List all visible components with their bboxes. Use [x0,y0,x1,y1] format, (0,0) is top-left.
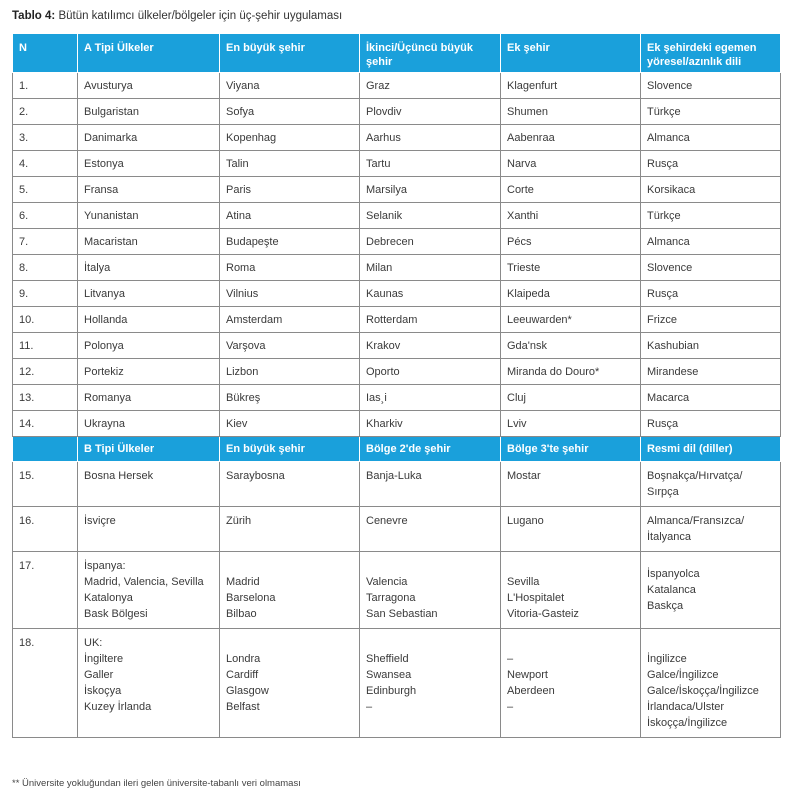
row-number: 2. [13,99,78,125]
table-row [13,229,781,255]
table-row [13,255,781,281]
table-row [13,281,781,307]
table-row [13,359,781,385]
second-city-cell: Krakov [360,333,501,359]
col-header-region2-city: Bölge 2'de şehir [360,437,501,462]
country-cell: Litvanya [78,281,220,307]
largest-city-cell: Saraybosna [220,462,360,507]
col-header-official-language: Resmi dil (diller) [641,437,781,462]
language-cell [641,552,781,629]
city-line: Newport [507,669,548,681]
table-row [13,507,781,552]
row-number: 10. [13,307,78,333]
header-row-type-a [13,34,781,73]
language-cell: Macarca [641,385,781,411]
col-header-region3-city: Bölge 3'te şehir [501,437,641,462]
row-number: 6. [13,203,78,229]
extra-city-cell: Gda'nsk [501,333,641,359]
largest-city-cell: Viyana [220,73,360,99]
extra-city-cell: Trieste [501,255,641,281]
extra-city-cell: Miranda do Douro* [501,359,641,385]
country-line: İspanya: [84,560,126,572]
largest-city-cell: Atina [220,203,360,229]
country-cell: Ukrayna [78,411,220,437]
language-cell: Almanca [641,125,781,151]
row-number: 16. [13,507,78,552]
table-row [13,151,781,177]
table-row [13,333,781,359]
extra-city-cell: Narva [501,151,641,177]
row-number: 12. [13,359,78,385]
city-line: San Sebastian [366,608,438,620]
table-caption-text: Bütün katılımcı ülkeler/bölgeler için üç-şehir uygulaması [58,10,343,22]
footnote: ** Üniversite yokluğundan ileri gelen üniversite-tabanlı veri olmaması [12,778,301,789]
country-cell: Fransa [78,177,220,203]
language-cell: Mirandese [641,359,781,385]
city-line: Aberdeen [507,685,555,697]
country-cell: Portekiz [78,359,220,385]
region3-city-cell [501,552,641,629]
language-cell: Rusça [641,151,781,177]
second-city-cell: Graz [360,73,501,99]
country-cell: Bosna Hersek [78,462,220,507]
city-line: – [507,653,514,665]
col-header-country: A Tipi Ülkeler [78,34,220,73]
language-line: İtalyanca [647,531,692,543]
row-number: 17. [13,552,78,629]
city-line: Madrid [226,576,260,588]
col-header-second-city: İkinci/Üçüncü büyük şehir [360,34,501,73]
city-line: Bilbao [226,608,257,620]
table-row [13,203,781,229]
language-line: Boşnakça/Hırvatça/ [647,470,743,482]
city-line: Valencia [366,576,408,588]
row-number: 11. [13,333,78,359]
city-line: Glasgow [226,685,269,697]
second-city-cell: Rotterdam [360,307,501,333]
largest-city-cell: Paris [220,177,360,203]
extra-city-cell: Shumen [501,99,641,125]
country-cell: Yunanistan [78,203,220,229]
language-cell: Kashubian [641,333,781,359]
row-number: 3. [13,125,78,151]
row-number: 5. [13,177,78,203]
extra-city-cell: Cluj [501,385,641,411]
row-number: 14. [13,411,78,437]
second-city-cell: Marsilya [360,177,501,203]
largest-city-cell: Talin [220,151,360,177]
row-number: 9. [13,281,78,307]
table-row [13,177,781,203]
country-line: Kuzey İrlanda [84,701,152,713]
table-caption-label: Tablo 4: [12,10,56,22]
country-cell [78,552,220,629]
country-cell: Romanya [78,385,220,411]
language-cell: Slovence [641,73,781,99]
language-line: İspanyolca [647,568,700,580]
country-cell: Hollanda [78,307,220,333]
col-header-n: N [13,34,78,73]
country-line: Galler [84,669,114,681]
city-line: – [366,701,373,713]
second-city-cell: Plovdiv [360,99,501,125]
language-line: Baskça [647,600,684,612]
city-line: Sheffield [366,653,409,665]
table-row [13,307,781,333]
city-line: Londra [226,653,261,665]
country-cell: Bulgaristan [78,99,220,125]
col-header-country-b: B Tipi Ülkeler [78,437,220,462]
second-city-cell: Ias¸i [360,385,501,411]
col-header-n-b [13,437,78,462]
language-cell [641,629,781,738]
second-city-cell: Aarhus [360,125,501,151]
col-header-language: Ek şehirdeki egemen yöresel/azınlık dili [641,34,781,73]
city-line: Barselona [226,592,276,604]
row-number: 15. [13,462,78,507]
second-city-cell: Tartu [360,151,501,177]
table-caption [12,10,342,22]
language-line: Almanca/Fransızca/ [647,515,745,527]
city-line: Swansea [366,669,412,681]
second-city-cell: Oporto [360,359,501,385]
language-cell: Almanca [641,229,781,255]
extra-city-cell: Lviv [501,411,641,437]
col-header-largest-city-b: En büyük şehir [220,437,360,462]
country-cell: Avusturya [78,73,220,99]
largest-city-cell: Bükreş [220,385,360,411]
language-line: Galce/İngilizce [647,669,719,681]
largest-city-cell: Budapeşte [220,229,360,255]
table-row [13,99,781,125]
largest-city-cell: Kiev [220,411,360,437]
country-cell: Danimarka [78,125,220,151]
language-line: İskoçça/İngilizce [647,717,728,729]
language-cell: Slovence [641,255,781,281]
country-cell: Macaristan [78,229,220,255]
language-cell: Korsikaca [641,177,781,203]
city-line: Sevilla [507,576,540,588]
extra-city-cell: Pécs [501,229,641,255]
language-line: Galce/İskoçça/İngilizce [647,685,759,697]
region3-city-cell: Lugano [501,507,641,552]
region3-city-cell [501,629,641,738]
second-city-cell: Debrecen [360,229,501,255]
city-line: Edinburgh [366,685,417,697]
second-city-cell: Kaunas [360,281,501,307]
city-line: Tarragona [366,592,416,604]
header-row-type-b [13,437,781,462]
largest-city-cell: Varşova [220,333,360,359]
language-cell: Frizce [641,307,781,333]
extra-city-cell: Leeuwarden* [501,307,641,333]
language-cell: Türkçe [641,203,781,229]
country-cell [78,629,220,738]
largest-city-cell: Kopenhag [220,125,360,151]
row-number: 13. [13,385,78,411]
country-line: İngiltere [84,653,124,665]
largest-city-cell: Sofya [220,99,360,125]
table-row [13,462,781,507]
table-row [13,385,781,411]
col-header-largest-city: En büyük şehir [220,34,360,73]
language-cell: Türkçe [641,99,781,125]
largest-city-cell: Lizbon [220,359,360,385]
language-line: İrlandaca/Ulster [647,701,725,713]
row-number: 18. [13,629,78,738]
language-cell [641,507,781,552]
language-cell: Rusça [641,411,781,437]
extra-city-cell: Aabenraa [501,125,641,151]
table-row [13,73,781,99]
region2-city-cell [360,629,501,738]
country-line: İskoçya [84,685,122,697]
language-cell [641,462,781,507]
largest-city-cell: Vilnius [220,281,360,307]
language-cell: Rusça [641,281,781,307]
country-cell: Estonya [78,151,220,177]
city-line: L'Hospitalet [507,592,565,604]
table-row [13,411,781,437]
largest-city-cell [220,552,360,629]
col-header-extra-city: Ek şehir [501,34,641,73]
city-line: – [507,701,514,713]
country-cell: İsviçre [78,507,220,552]
table-row [13,125,781,151]
city-line: Cardiff [226,669,259,681]
language-line: İngilizce [647,653,687,665]
city-line: Vitoria-Gasteiz [507,608,579,620]
region2-city-cell: Cenevre [360,507,501,552]
extra-city-cell: Klagenfurt [501,73,641,99]
language-line: Sırpça [647,486,679,498]
city-line: Belfast [226,701,260,713]
row-number: 4. [13,151,78,177]
language-line: Katalanca [647,584,696,596]
region3-city-cell: Mostar [501,462,641,507]
largest-city-cell: Amsterdam [220,307,360,333]
region2-city-cell [360,552,501,629]
country-line: UK: [84,637,103,649]
table-row [13,552,781,629]
second-city-cell: Kharkiv [360,411,501,437]
country-line: Katalonya [84,592,133,604]
row-number: 1. [13,73,78,99]
extra-city-cell: Corte [501,177,641,203]
extra-city-cell: Xanthi [501,203,641,229]
row-number: 8. [13,255,78,281]
country-cell: İtalya [78,255,220,281]
extra-city-cell: Klaipeda [501,281,641,307]
largest-city-cell [220,629,360,738]
country-cell: Polonya [78,333,220,359]
region2-city-cell: Banja-Luka [360,462,501,507]
country-line: Madrid, Valencia, Sevilla [84,576,204,588]
second-city-cell: Selanik [360,203,501,229]
largest-city-cell: Roma [220,255,360,281]
row-number: 7. [13,229,78,255]
country-line: Bask Bölgesi [84,608,148,620]
second-city-cell: Milan [360,255,501,281]
cities-table [12,33,781,738]
table-row [13,629,781,738]
largest-city-cell: Zürih [220,507,360,552]
